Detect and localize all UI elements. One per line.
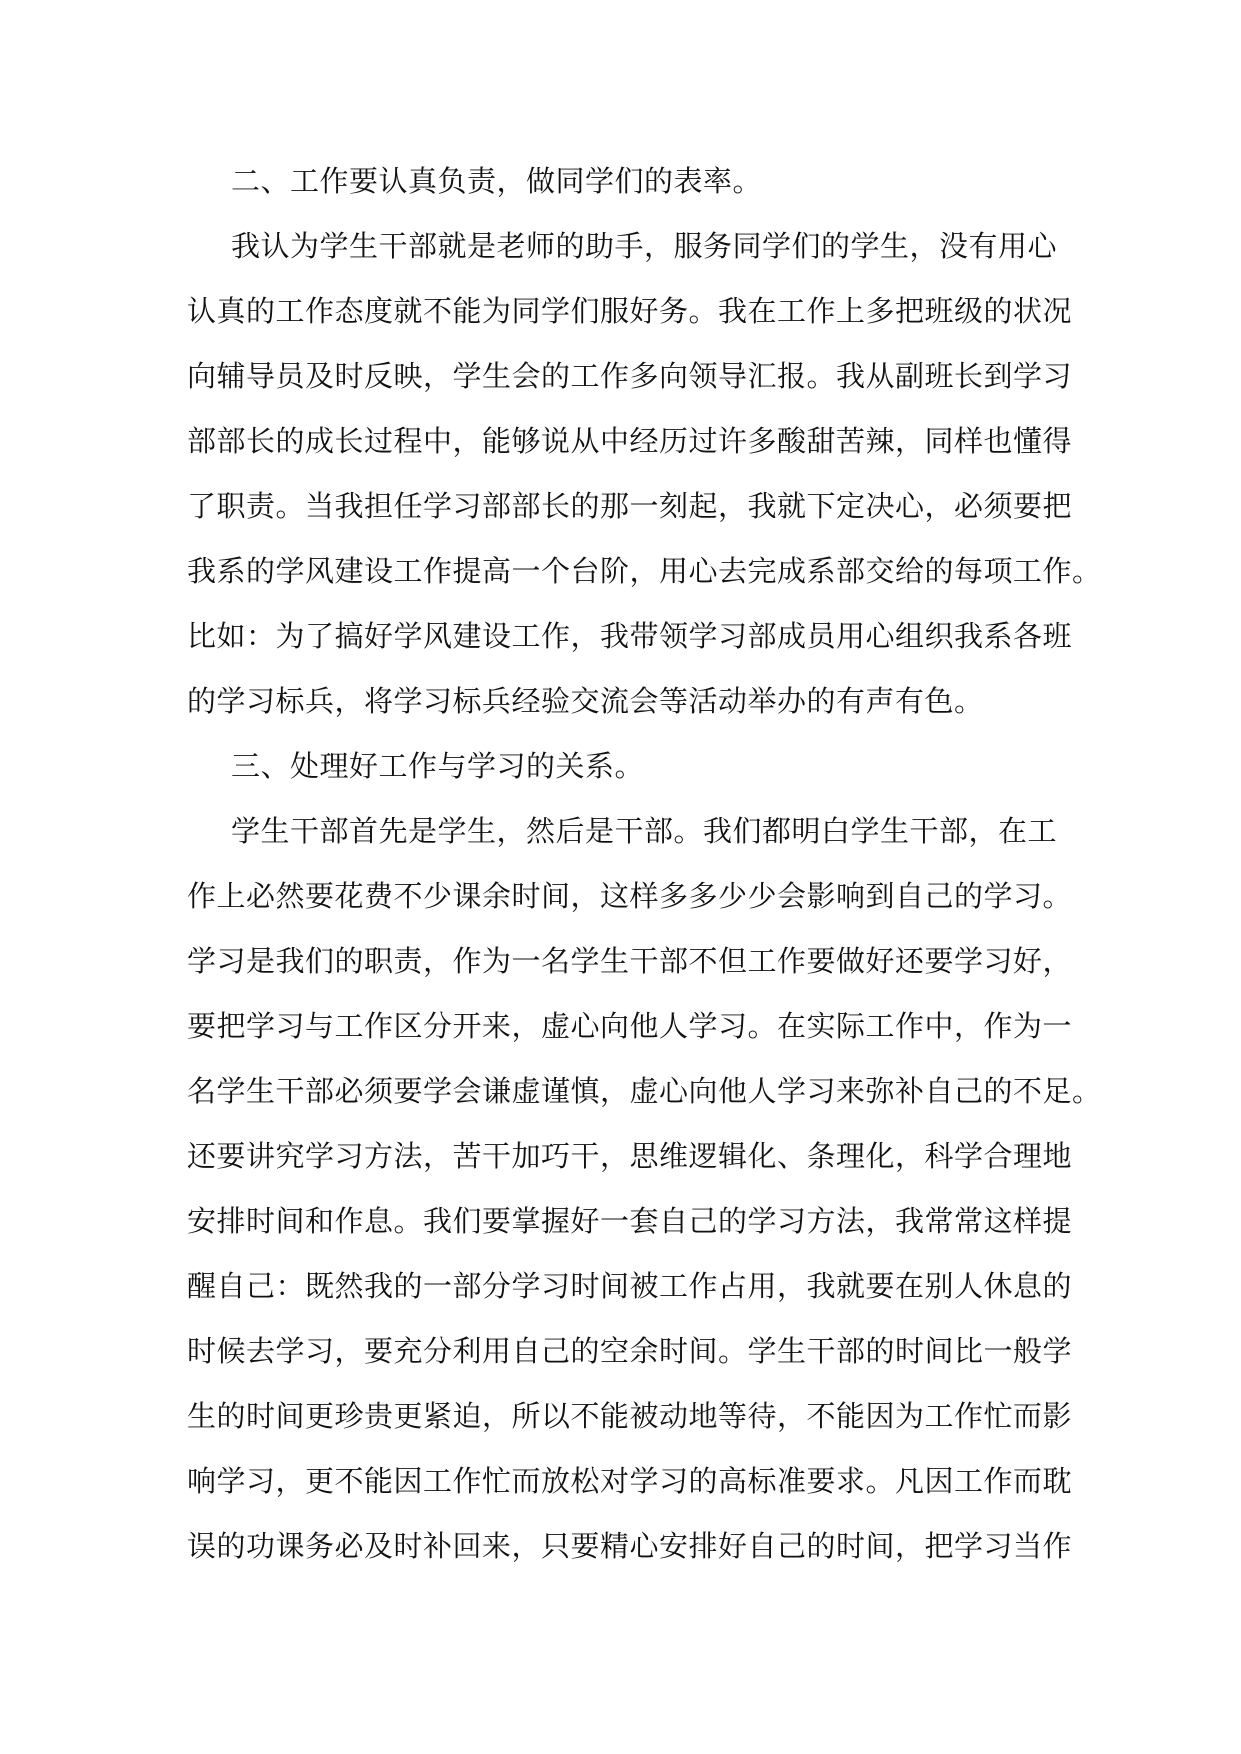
text-line: 要把学习与工作区分开来，虚心向他人学习。在实际工作中，作为一 <box>187 1009 1073 1043</box>
text-line: 安排时间和作息。我们要掌握好一套自己的学习方法，我常常这样提 <box>187 1204 1073 1238</box>
text-line: 认真的工作态度就不能为同学们服好务。我在工作上多把班级的状况 <box>187 294 1073 328</box>
section-heading-2: 二、工作要认真负责，做同学们的表率。 <box>231 164 763 198</box>
text-line: 还要讲究学习方法，苦干加巧干，思维逻辑化、条理化，科学合理地 <box>187 1139 1073 1173</box>
text-line: 我系的学风建设工作提高一个台阶，用心去完成系部交给的每项工作。 <box>187 554 1102 588</box>
text-line: 比如：为了搞好学风建设工作，我带领学习部成员用心组织我系各班 <box>187 619 1073 653</box>
text-line: 部部长的成长过程中，能够说从中经历过许多酸甜苦辣，同样也懂得 <box>187 424 1073 458</box>
text-line: 了职责。当我担任学习部部长的那一刻起，我就下定决心，必须要把 <box>187 489 1073 523</box>
text-line: 响学习，更不能因工作忙而放松对学习的高标准要求。凡因工作而耽 <box>187 1464 1073 1498</box>
text-line: 作上必然要花费不少课余时间，这样多多少少会影响到自己的学习。 <box>187 879 1073 913</box>
text-line: 向辅导员及时反映，学生会的工作多向领导汇报。我从副班长到学习 <box>187 359 1073 393</box>
document-body <box>187 160 1102 1590</box>
text-line: 生的时间更珍贵更紧迫，所以不能被动地等待，不能因为工作忙而影 <box>187 1399 1073 1433</box>
text-line: 名学生干部必须要学会谦虚谨慎，虚心向他人学习来弥补自己的不足。 <box>187 1074 1102 1108</box>
text-line: 误的功课务必及时补回来，只要精心安排好自己的时间，把学习当作 <box>187 1529 1073 1563</box>
section-heading-3: 三、处理好工作与学习的关系。 <box>231 749 645 783</box>
text-line: 我认为学生干部就是老师的助手，服务同学们的学生，没有用心 <box>231 229 1058 263</box>
text-line: 时候去学习，要充分利用自己的空余时间。学生干部的时间比一般学 <box>187 1334 1073 1368</box>
text-line: 醒自己：既然我的一部分学习时间被工作占用，我就要在别人休息的 <box>187 1269 1073 1303</box>
text-line: 学生干部首先是学生，然后是干部。我们都明白学生干部，在工 <box>231 814 1058 848</box>
text-line: 学习是我们的职责，作为一名学生干部不但工作要做好还要学习好， <box>187 944 1073 978</box>
text-line: 的学习标兵，将学习标兵经验交流会等活动举办的有声有色。 <box>187 684 984 718</box>
